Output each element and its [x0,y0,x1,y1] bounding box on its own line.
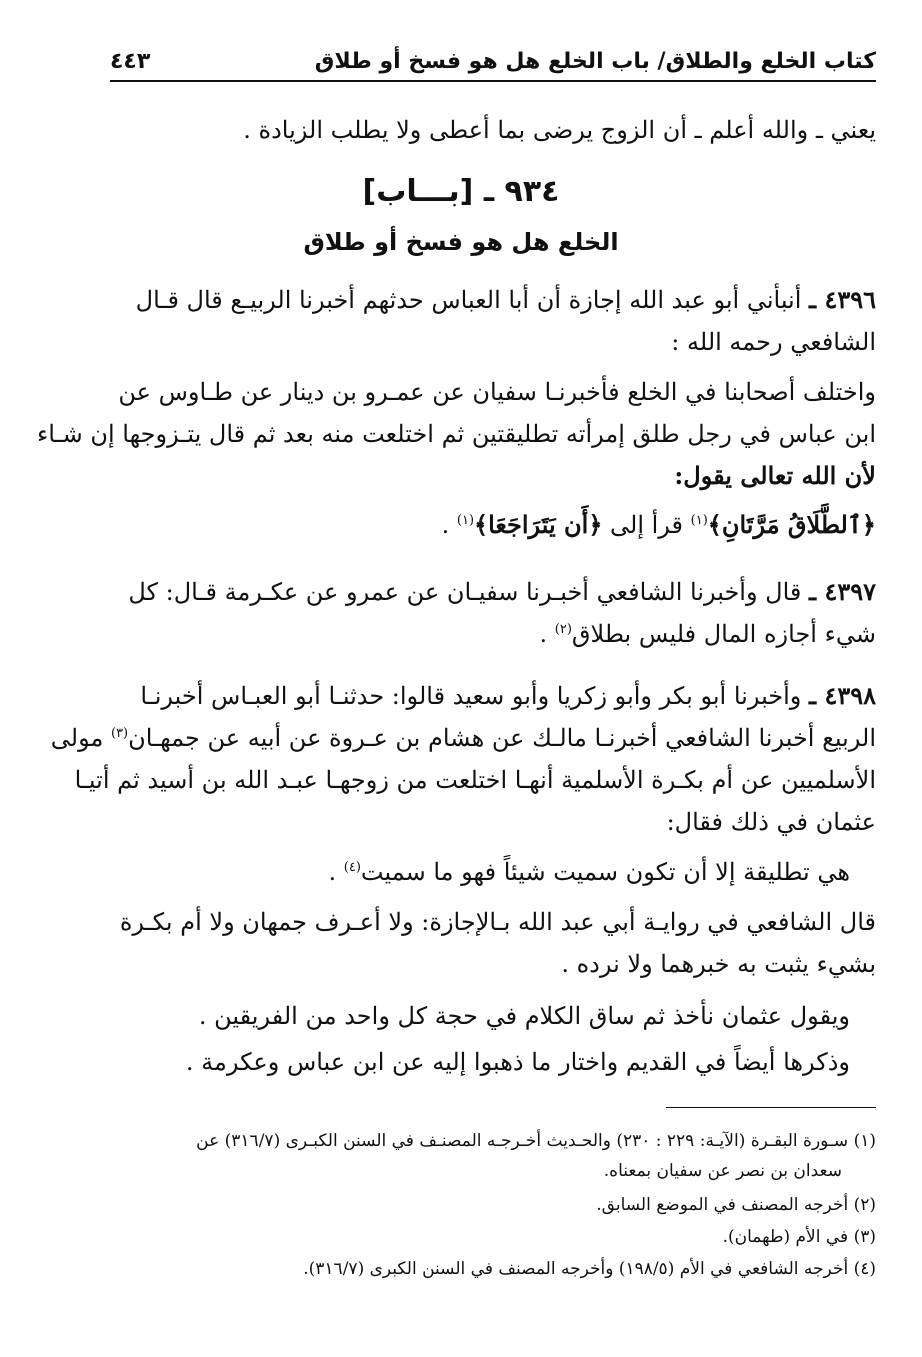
hadith-4398-line-9: وذكرها أيضاً في القديم واختار ما ذهبوا إليه عن ابن عباس وعكرمة . [185,1048,850,1076]
footnote-1-continued [118,1158,842,1184]
hadith-number: ٤٣٩٨ ـ [809,681,876,710]
quran-verse-1: ﴿ٱلطَّلَاقُ مَرَّتَانِ﴾ [707,510,876,539]
hadith-text: شيء أجازه المال فليس بطلاق [571,620,876,648]
footnote-number: (١) [853,1131,876,1151]
header-rule [110,80,876,82]
hadith-text: الربيع أخبرنا الشافعي أخبرنـا مالـك عن هشام بن عـروة عن أبيه عن جمهـان [128,724,876,752]
footnote-text: سعدان بن نصر عن سفيان بمعناه. [603,1161,842,1181]
footnote-rule [666,1107,876,1108]
line-end-punct: . [441,511,457,539]
connector-text: قرأ إلى [602,511,691,539]
footnote-marker-2: (٢) [554,622,572,637]
footnote-text: سـورة البقـرة (الآيـة: ٢٢٩ : ٢٣٠) والحـديث أخـرجـه المصنـف في السنن الكبـرى (٣١٦/٧) عن [196,1131,849,1151]
footnote-3 [118,1224,876,1250]
hadith-4398-line-6: قال الشافعي في روايـة أبي عبد الله بـالإجازة: ولا أعـرف جمهان ولا أم بكـرة [119,908,876,936]
hadith-4398-line-5 [118,852,850,892]
chapter-number: ٩٣٤ ـ [بـــاب] [362,174,560,209]
hadith-4396-line-2: الشافعي رحمه الله : [671,328,876,356]
hadith-4398-line-2 [50,718,876,758]
hadith-4398-line-7: بشيء يثبت به خبرهما ولا نرده . [561,950,876,978]
running-title: كتاب الخلع والطلاق/ باب الخلع هل هو فسخ أو طلاق [314,49,876,74]
quran-verse-2: ﴿أَن يَتَرَاجَعَا﴾ [474,510,603,539]
hadith-4398-line-4: عثمان في ذلك فقال: [666,808,876,836]
hadith-number: ٤٣٩٦ ـ [809,285,876,314]
hadith-4397-line-1 [118,572,876,612]
hadith-4398-line-1 [118,676,876,716]
hadith-text: قال وأخبرنا الشافعي أخبـرنا سفيـان عن عمرو عن عكـرمة قـال: كل [128,578,802,606]
footnote-marker-4: (٤) [343,860,361,875]
footnote-1 [118,1128,876,1154]
line-end-punct: . [328,858,344,886]
footnote-2 [118,1192,876,1218]
hadith-4396-line-3: واختلف أصحابنا في الخلع فأخبرنـا سفيان عن عمـرو بن دينار عن طـاوس عن [118,378,876,406]
hadith-text: أنبأني أبو عبد الله إجازة أن أبا العباس حدثهم أخبرنا الربيـع قال قـال [135,286,802,314]
footnote-marker-3: (٣) [110,726,129,741]
chapter-title: الخلع هل هو فسخ أو طلاق [303,228,619,256]
hadith-4398-line-8: ويقول عثمان نأخذ ثم ساق الكلام في حجة كل واحد من الفريقين . [198,1002,850,1030]
footnote-4 [118,1256,876,1282]
hadith-text: مولى [50,724,111,752]
quran-citation-line [118,505,876,545]
running-header [110,30,876,74]
footnote-text: في الأم (طهمان). [722,1227,849,1247]
hadith-4396-line-5: لأن الله تعالى يقول: [674,461,876,490]
hadith-text: وأخبرنا أبو بكر وأبو زكريا وأبو سعيد قالوا: حدثنـا أبو العبـاس أخبرنـا [140,682,802,710]
footnote-number: (٢) [853,1195,876,1215]
footnote-text: أخرجه الشافعي في الأم (١٩٨/٥) وأخرجه المصنف في السنن الكبرى (٣١٦/٧). [303,1259,849,1279]
hadith-4396-line-1 [118,280,876,320]
hadith-number: ٤٣٩٧ ـ [809,577,876,606]
hadith-4396-line-4: ابن عباس في رجل طلق إمرأته تطليقتين ثم اختلعت منه بعد ثم قال يتـزوجها إن شـاء [36,420,876,448]
footnote-number: (٤) [853,1259,876,1279]
footnote-marker-1b: (١) [456,513,475,528]
page-number: ٤٤٣ [110,49,151,74]
footnote-marker-1: (١) [690,513,708,528]
hadith-4398-line-3: الأسلميين عن أم بكـرة الأسلمية أنهـا اختلعت من زوجهـا عبـد الله بن أسيد ثم أتيـا [74,766,876,794]
line-end-punct: . [539,620,555,648]
intro-line: يعني ـ والله أعلم ـ أن الزوج يرضى بما أعطى ولا يطلب الزيادة . [243,116,876,144]
hadith-text: هي تطليقة إلا أن تكون سميت شيئاً فهو ما سميت [360,858,850,886]
footnote-text: أخرجه المصنف في الموضع السابق. [596,1195,849,1215]
hadith-4397-line-2 [118,614,876,654]
footnote-number: (٣) [853,1227,876,1247]
